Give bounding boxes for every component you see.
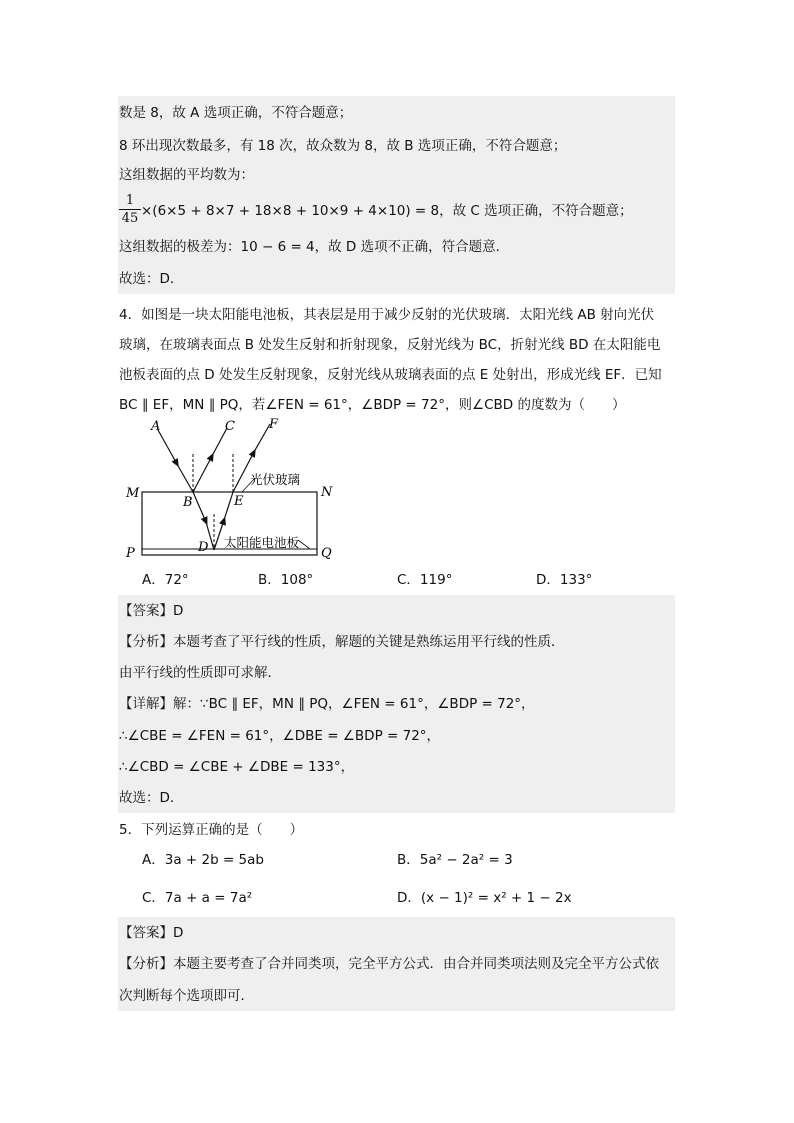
fraction-numerator: 1	[125, 193, 135, 208]
ray-EF-2	[254, 424, 270, 452]
label-N: N	[321, 485, 333, 500]
ray-AB	[158, 430, 177, 464]
q4-option-a: A．72°	[142, 572, 189, 588]
q5-option-a: A．3a + 2b = 5ab	[142, 852, 264, 868]
q5-option-d: D．(x − 1)² = x² + 1 − 2x	[397, 890, 572, 906]
label-P: P	[126, 546, 135, 561]
q5-option-b: B．5a² − 2a² = 3	[397, 852, 513, 868]
fraction-bar	[119, 209, 141, 210]
q4-option-d: D．133°	[536, 572, 593, 588]
prev-line-1: 数是 8，故 A 选项正确，不符合题意；	[119, 105, 353, 121]
label-M: M	[126, 486, 140, 501]
q4-detail-2: ∴∠CBE = ∠FEN = 61°，∠DBE = ∠BDP = 72°，	[119, 728, 441, 744]
q4-option-b: B．108°	[258, 572, 314, 588]
q4-detail-1: 【详解】解：∵BC ∥ EF，MN ∥ PQ，∠FEN = 61°，∠BDP = 72°，	[119, 696, 535, 712]
prev-line-2: 8 环出现次数最多，有 18 次，故众数为 8，故 B 选项正确，不符合题意；	[119, 138, 567, 154]
ray-BC	[193, 456, 212, 492]
q4-choose: 故选：D．	[119, 790, 184, 806]
panel-leader	[298, 540, 310, 549]
prev-line-3: 这组数据的平均数为：	[119, 167, 254, 183]
q4-stem-line-2: 玻璃，在玻璃表面点 B 处发生反射和折射现象，反射光线为 BC，折射光线 BD 在太阳能电	[119, 337, 661, 353]
ray-DE	[214, 520, 224, 550]
q5-analysis-2: 次判断每个选项即可．	[119, 988, 254, 1004]
label-A: A	[151, 419, 161, 434]
ray-DE-2	[224, 492, 233, 520]
ray-BD	[193, 492, 206, 522]
q4-answer: 【答案】D	[119, 603, 184, 619]
prev-line-4: ×(6×5 + 8×7 + 18×8 + 10×9 + 4×10) = 8，故 C 选项正确，不符合题意；	[141, 203, 633, 219]
ray-AB-2	[177, 464, 193, 492]
q4-stem-line-3: 池板表面的点 D 处发生反射现象，反射光线从玻璃表面的点 E 处射出，形成光线 EF．已知	[119, 367, 662, 383]
prev-line-6: 故选：D．	[119, 271, 184, 287]
q4-option-c: C．119°	[397, 572, 453, 588]
q4-detail-3: ∴∠CBD = ∠CBE + ∠DBE = 133°，	[119, 759, 355, 775]
fraction-denominator: 45	[121, 211, 139, 226]
q4-analysis-1: 【分析】本题考查了平行线的性质，解题的关键是熟练运用平行线的性质．	[119, 634, 565, 650]
q4-analysis-2: 由平行线的性质即可求解．	[119, 665, 281, 681]
label-C: C	[225, 419, 235, 434]
label-E: E	[234, 494, 244, 509]
q5-analysis-1: 【分析】本题主要考查了合并同类项，完全平方公式．由合并同类项法则及完全平方公式依	[119, 956, 659, 972]
q5-answer: 【答案】D	[119, 925, 184, 941]
label-B: B	[183, 495, 193, 510]
q4-stem-line-1: 4．如图是一块太阳能电池板，其表层是用于减少反射的光伏玻璃．太阳光线 AB 射向光伏	[119, 307, 655, 323]
q5-stem: 5．下列运算正确的是（ ）	[119, 822, 304, 838]
q4-stem-line-4: BC ∥ EF，MN ∥ PQ，若∠FEN = 61°，∠BDP = 72°，则∠CBD 的度数为（ ）	[119, 397, 626, 413]
fraction-one-45	[119, 193, 141, 226]
label-Q: Q	[321, 546, 332, 561]
label-F: F	[269, 417, 279, 432]
label-D: D	[198, 540, 209, 555]
solar-panel-figure	[120, 416, 340, 566]
glass-label: 光伏玻璃	[250, 472, 301, 487]
panel-label: 太阳能电池板	[224, 535, 300, 550]
q5-option-c: C．7a + a = 7a²	[142, 890, 253, 906]
prev-explanation-block	[118, 96, 675, 294]
prev-line-5: 这组数据的极差为：10 − 6 = 4，故 D 选项不正确，符合题意．	[119, 239, 510, 255]
